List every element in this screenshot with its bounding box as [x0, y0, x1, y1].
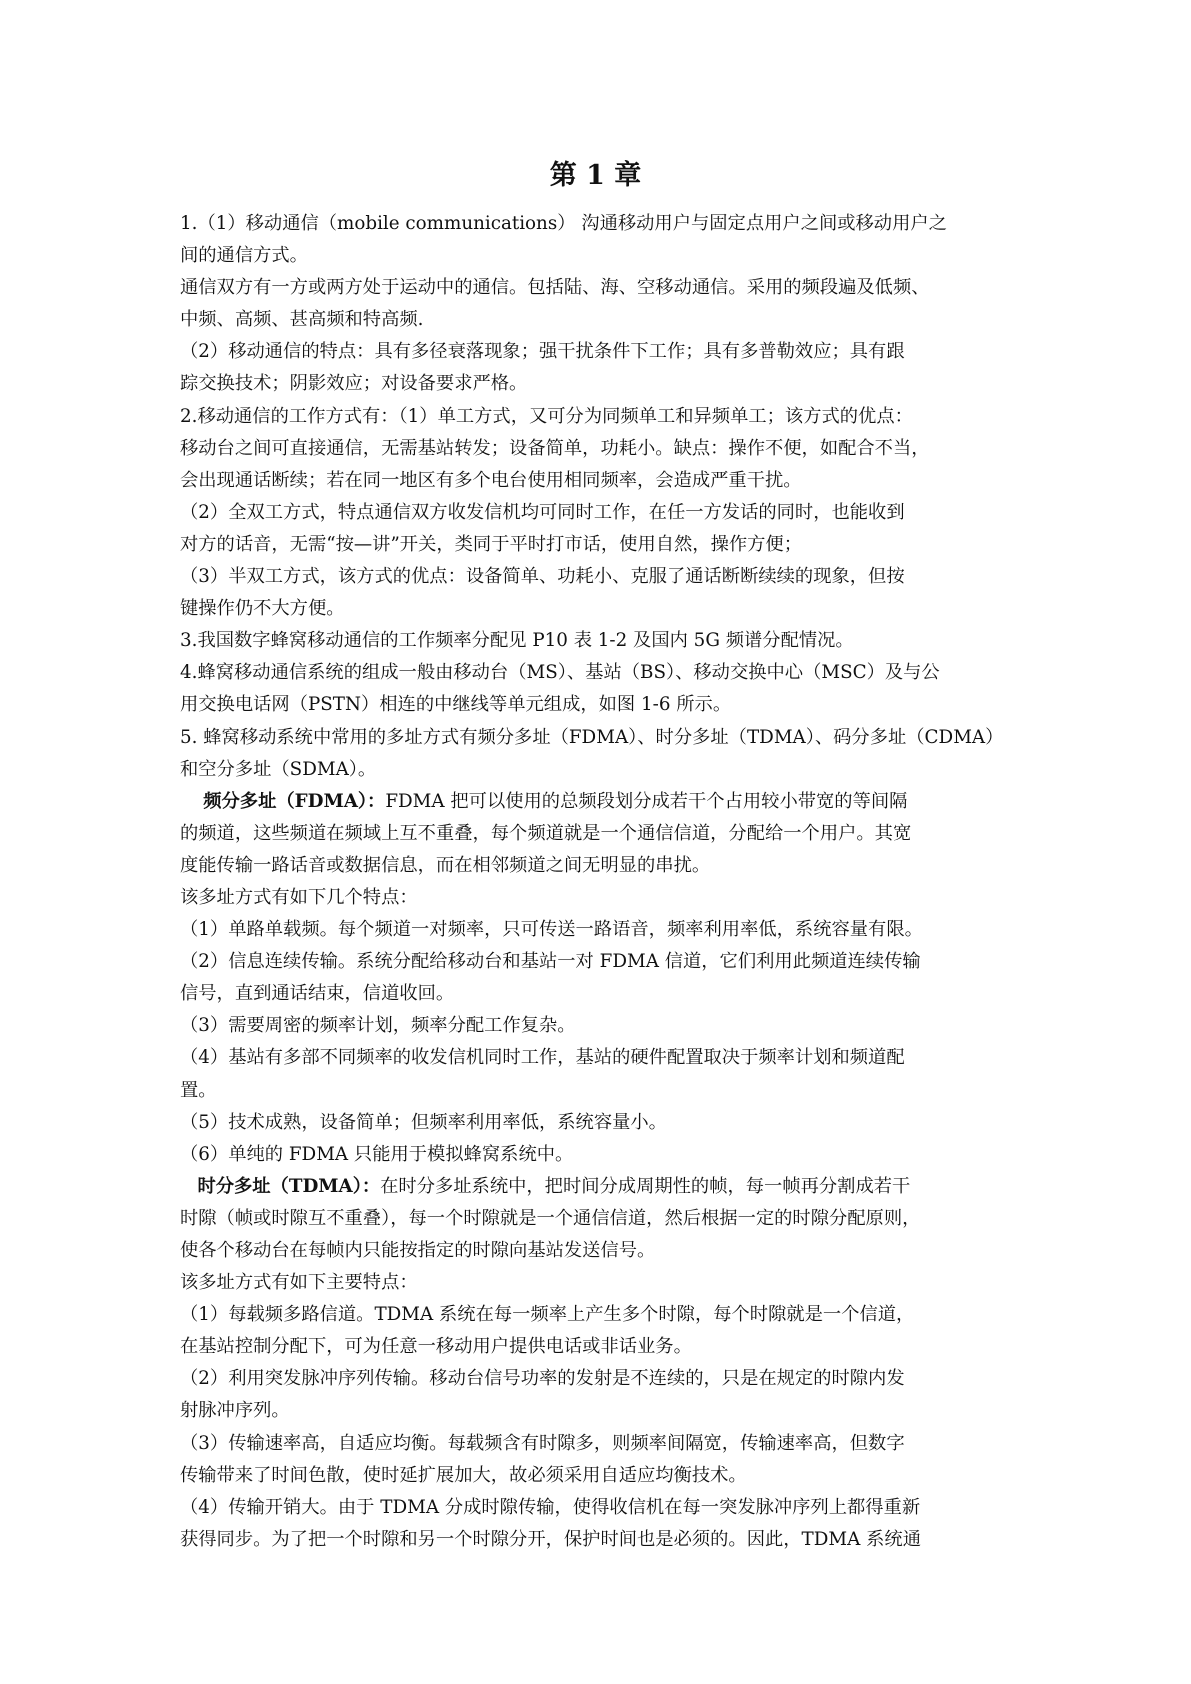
text-line [180, 722, 1025, 754]
line-text: 该多址方式有如下几个特点： [180, 886, 418, 908]
line-text: 信号，直到通话结束，信道收回。 [180, 983, 455, 1005]
text-line [180, 657, 1025, 689]
text-line [180, 786, 1025, 818]
line-text: 在时分多址系统中，把时间分成周期性的帧，每一帧再分割成若干 [380, 1175, 911, 1197]
text-line [180, 1203, 1025, 1235]
line-text: 通信双方有一方或两方处于运动中的通信。包括陆、海、空移动通信。采用的频段遍及低频、 [180, 277, 930, 299]
line-text: （4）传输开销大。由于 TDMA 分成时隙传输，使得收信机在每一突发脉冲序列上都得重新 [180, 1496, 921, 1518]
text-line [180, 1042, 1025, 1074]
text-line [180, 1492, 1025, 1524]
line-text: 射脉冲序列。 [180, 1400, 290, 1422]
text-line [180, 1524, 1025, 1556]
line-text: 5. 蜂窝移动系统中常用的多址方式有频分多址（FDMA）、时分多址（TDMA）、码分多址（CDMA） [180, 726, 1004, 748]
line-text: 用交换电话网（PSTN）相连的中继线等单元组成，如图 1-6 所示。 [180, 694, 732, 716]
text-line [180, 1460, 1025, 1492]
line-text: 中频、高频、甚高频和特高频. [180, 309, 424, 331]
text-line [180, 240, 1025, 272]
text-line [180, 336, 1025, 368]
text-line [180, 1010, 1025, 1042]
line-indent [180, 791, 203, 812]
text-line [180, 946, 1025, 978]
line-text: 键操作仍不大方便。 [180, 598, 345, 620]
line-text: （3）半双工方式，该方式的优点：设备简单、功耗小、克服了通话断断续续的现象，但按 [180, 566, 905, 588]
text-line [180, 1267, 1025, 1299]
line-text: （3）需要周密的频率计划，频率分配工作复杂。 [180, 1015, 576, 1037]
line-text: （2）移动通信的特点：具有多径衰落现象；强干扰条件下工作；具有多普勒效应；具有跟 [180, 341, 905, 363]
text-line [180, 1235, 1025, 1267]
text-line [180, 368, 1025, 400]
line-text: （4）基站有多部不同频率的收发信机同时工作，基站的硬件配置取决于频率计划和频道配 [180, 1047, 905, 1069]
text-line [180, 689, 1025, 721]
line-text: （6）单纯的 FDMA 只能用于模拟蜂窝系统中。 [180, 1143, 574, 1165]
line-text: 时隙（帧或时隙互不重叠），每一个时隙就是一个通信信道，然后根据一定的时隙分配原则， [180, 1207, 921, 1229]
line-text: 该多址方式有如下主要特点： [180, 1272, 418, 1294]
text-line [180, 529, 1025, 561]
line-text: （1）每载频多路信道。TDMA 系统在每一频率上产生多个时隙，每个时隙就是一个信道， [180, 1304, 915, 1326]
text-line [180, 1428, 1025, 1460]
line-text: （5）技术成熟，设备简单；但频率利用率低，系统容量小。 [180, 1111, 667, 1133]
text-line [180, 850, 1025, 882]
line-text: 置。 [180, 1079, 217, 1101]
text-line [180, 561, 1025, 593]
line-text: 移动台之间可直接通信，无需基站转发；设备简单，功耗小。缺点：操作不便，如配合不当， [180, 437, 930, 459]
text-line [180, 914, 1025, 946]
section-heading: 频分多址（FDMA）： [203, 790, 386, 812]
text-line [180, 978, 1025, 1010]
document-body [180, 208, 1025, 1556]
line-text: （2）信息连续传输。系统分配给移动台和基站一对 FDMA 信道，它们利用此频道连续传输 [180, 951, 921, 973]
section-heading: 时分多址（TDMA）： [197, 1175, 381, 1197]
text-line [180, 1075, 1025, 1107]
line-text: 使各个移动台在每帧内只能按指定的时隙向基站发送信号。 [180, 1240, 656, 1261]
line-text: 3.我国数字蜂窝移动通信的工作频率分配见 P10 表 1-2 及国内 5G 频谱分配情况。 [180, 630, 854, 652]
line-text: 2.移动通信的工作方式有：（1）单工方式，又可分为同频单工和异频单工；该方式的优点： [180, 405, 913, 427]
line-text: 和空分多址（SDMA）。 [180, 758, 377, 780]
text-line [180, 882, 1025, 914]
line-text: 踪交换技术；阴影效应；对设备要求严格。 [180, 373, 528, 395]
line-text: 间的通信方式。 [180, 245, 308, 267]
text-line [180, 1139, 1025, 1171]
text-line [180, 1331, 1025, 1363]
chapter-title: 第 1 章 [549, 160, 642, 191]
text-line [180, 1395, 1025, 1427]
line-text: FDMA 把可以使用的总频段划分成若干个占用较小带宽的等间隔 [385, 790, 908, 812]
line-text: 的频道，这些频道在频域上互不重叠，每个频道就是一个通信信道，分配给一个用户。其宽 [180, 822, 912, 844]
line-text: （2）利用突发脉冲序列传输。移动台信号功率的发射是不连续的，只是在规定的时隙内发 [180, 1368, 905, 1390]
text-line [180, 1171, 1025, 1203]
text-line [180, 754, 1025, 786]
text-line [180, 625, 1025, 657]
text-line [180, 1299, 1025, 1331]
line-text: （1）单路单载频。每个频道一对频率，只可传送一路语音，频率利用率低，系统容量有限。 [180, 919, 923, 941]
line-text: 传输带来了时间色散，使时延扩展加大，故必须采用自适应均衡技术。 [180, 1464, 747, 1486]
text-line [180, 465, 1025, 497]
text-line [180, 272, 1025, 304]
line-text: （3）传输速率高，自适应均衡。每载频含有时隙多，则频率间隔宽，传输速率高，但数字 [180, 1432, 905, 1454]
text-line [180, 304, 1025, 336]
line-text: （2）全双工方式，特点通信双方收发信机均可同时工作，在任一方发话的同时，也能收到 [180, 501, 905, 523]
text-line [180, 1363, 1025, 1395]
line-text: 4.蜂窝移动通信系统的组成一般由移动台（MS）、基站（BS）、移动交换中心（MSC）及与公 [180, 662, 940, 684]
line-text: 在基站控制分配下，可为任意一移动用户提供电话或非话业务。 [180, 1336, 692, 1358]
line-text: 对方的话音，无需“按—讲”开关，类同于平时打市话，使用自然，操作方便； [180, 533, 802, 555]
line-text: 获得同步。为了把一个时隙和另一个时隙分开，保护时间也是必须的。因此，TDMA 系统通 [180, 1528, 921, 1550]
line-indent [180, 1176, 197, 1197]
text-line [180, 401, 1025, 433]
line-text: 1.（1）移动通信（mobile communications） 沟通移动用户与固定点用户之间或移动用户之 [180, 213, 947, 234]
text-line [180, 497, 1025, 529]
text-line [180, 1107, 1025, 1139]
text-line [180, 593, 1025, 625]
text-line [180, 433, 1025, 465]
line-text: 度能传输一路话音或数据信息，而在相邻频道之间无明显的串扰。 [180, 854, 711, 876]
text-line [180, 818, 1025, 850]
text-line [180, 208, 1025, 240]
line-text: 会出现通话断续；若在同一地区有多个电台使用相同频率，会造成严重干扰。 [180, 469, 802, 491]
